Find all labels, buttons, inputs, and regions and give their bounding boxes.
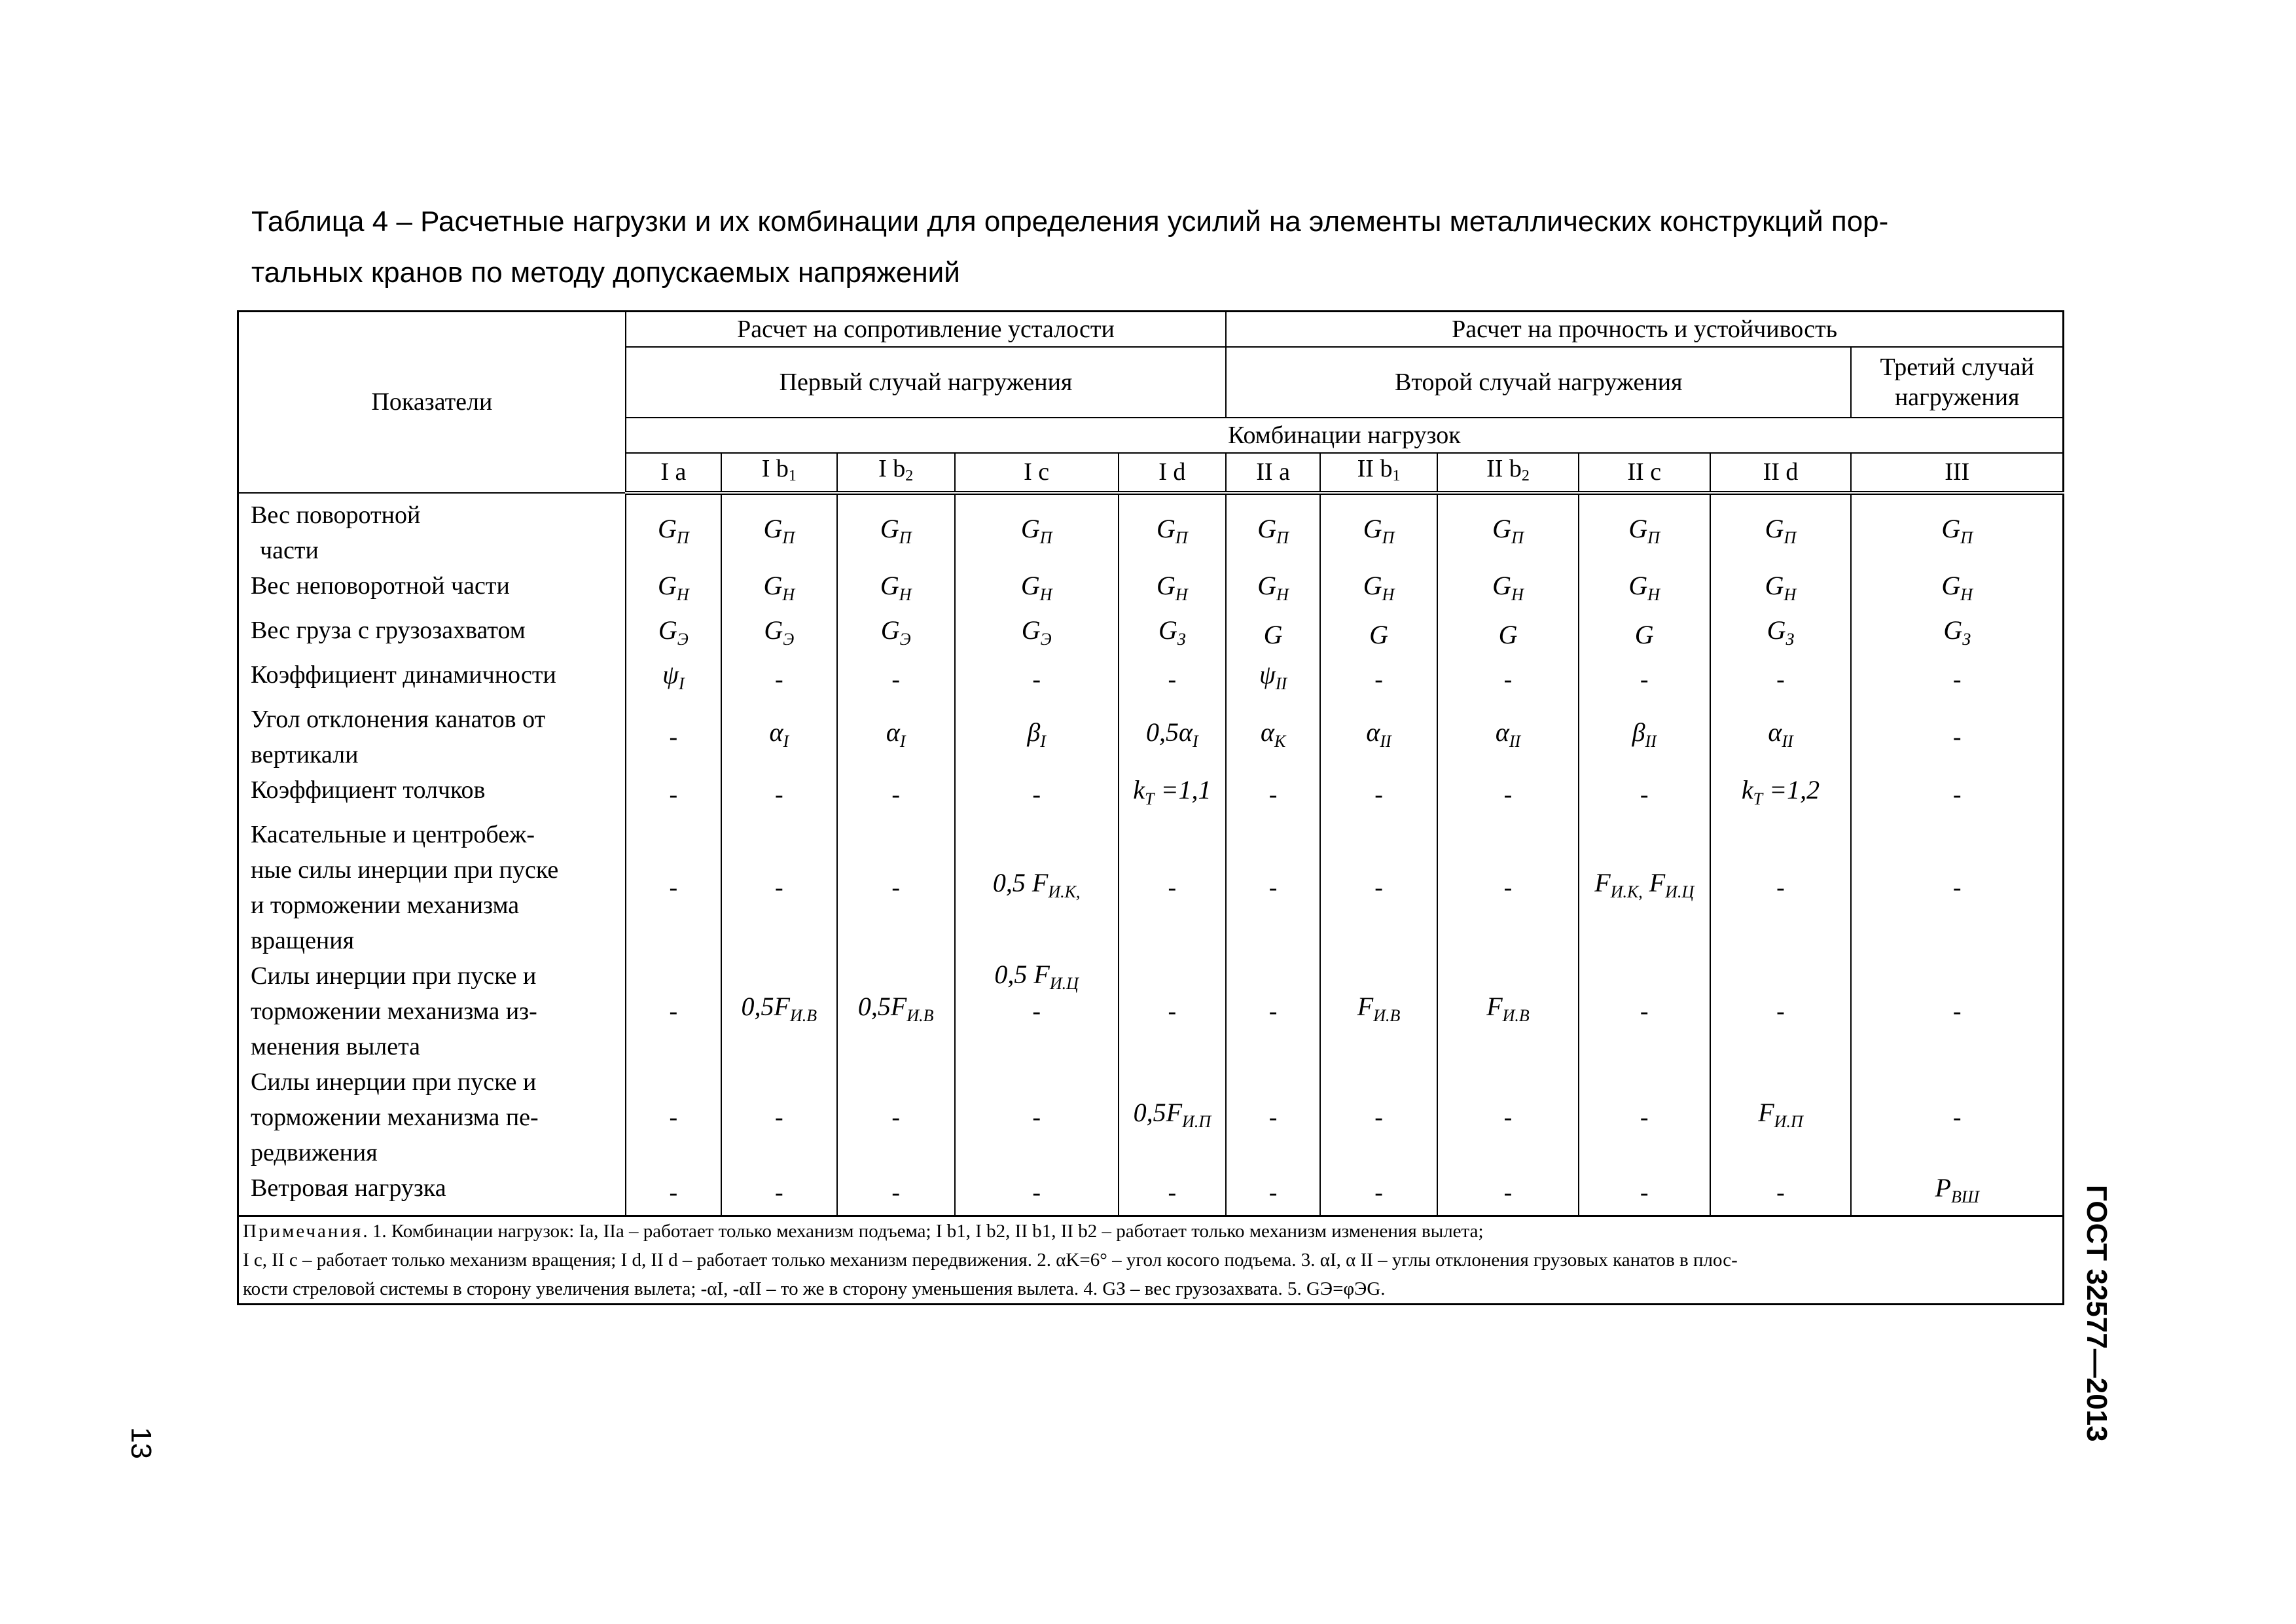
table-cell: -	[1579, 772, 1710, 817]
table-cell: -	[1851, 958, 2063, 1064]
table-cell: $G_Н$	[1226, 568, 1320, 613]
table-cell: -	[1851, 702, 2063, 772]
row-label: Коэффициент толчков	[238, 772, 626, 817]
table-cell: $G_З$	[1851, 613, 2063, 657]
notes-line-2: I c, II c – работает только механизм вращения; I d, II d – работает только механизм передвижения. 2. αK=6° – угол косого подъема. 3. αI, α II – углы отклонения грузовых канатов в плос-	[243, 1249, 1738, 1271]
table-cell: -	[1710, 958, 1852, 1064]
table-cell: -	[1119, 657, 1227, 702]
table-cell: $G_П$	[1119, 493, 1227, 568]
table-cell: -	[837, 1064, 955, 1170]
table-row	[238, 1170, 2064, 1216]
header-combinations: Комбинации нагрузок	[626, 418, 2064, 453]
table-row	[238, 657, 2064, 702]
table-cell: -	[1710, 657, 1852, 702]
table-cell: $G_П$	[837, 493, 955, 568]
header-case-2: Второй случай нагружения	[1226, 347, 1851, 418]
table-cell: $P_{ВШ}$	[1851, 1170, 2063, 1216]
table-cell: G	[1320, 613, 1437, 657]
row-label: Вес груза с грузозахватом	[238, 613, 626, 657]
notes-line-1: . 1. Комбинации нагрузок: Iа, IIа – работает только механизм подъема; I b1, I b2, II b1, II b2 – работает только механизм изменения вылета;	[363, 1220, 1484, 1242]
header-indicators: Показатели	[238, 312, 626, 493]
table-cell: -	[1119, 958, 1227, 1064]
table-cell: $G_Н$	[837, 568, 955, 613]
table-cell: $F_{И.В}$	[1320, 958, 1437, 1064]
table-cell: -	[626, 817, 721, 958]
header-case-3: Третий случай нагружения	[1851, 347, 2063, 418]
combo-header: II c	[1579, 453, 1710, 493]
table-notes	[238, 1216, 2064, 1304]
table-row	[238, 1064, 2064, 1170]
table-cell: $F_{И.П}$	[1710, 1064, 1852, 1170]
table-cell: -	[1320, 817, 1437, 958]
table-cell: -	[1226, 1170, 1320, 1216]
table-cell: -	[721, 1064, 837, 1170]
standard-number: ГОСТ 32577—2013	[2081, 1185, 2113, 1442]
table-cell: -	[721, 1170, 837, 1216]
table-cell: $G_П$	[1437, 493, 1579, 568]
table-cell: $G_Э$	[955, 613, 1119, 657]
table-cell: G	[1226, 613, 1320, 657]
table-cell: $G_Н$	[1851, 568, 2063, 613]
table-cell: 0,5 $F_{И.Ц}$ -	[955, 958, 1119, 1064]
table-cell: -	[837, 657, 955, 702]
table-cell: $\beta_{II}$	[1579, 702, 1710, 772]
combo-header: I d	[1119, 453, 1227, 493]
table-row	[238, 613, 2064, 657]
table-cell: $G_Н$	[1320, 568, 1437, 613]
table-cell: $G_Н$	[1119, 568, 1227, 613]
table-cell: -	[1579, 1170, 1710, 1216]
table-cell: -	[1119, 817, 1227, 958]
table-cell: -	[721, 657, 837, 702]
table-row	[238, 772, 2064, 817]
caption-line-2: тальных кранов по методу допускаемых напряжений	[251, 257, 960, 289]
table-cell: $\psi_I$	[626, 657, 721, 702]
table-cell: -	[1320, 657, 1437, 702]
table-cell: -	[1226, 958, 1320, 1064]
table-cell: -	[626, 702, 721, 772]
table-cell: -	[1437, 817, 1579, 958]
caption-line-1: Таблица 4 – Расчетные нагрузки и их комбинации для определения усилий на элементы металлических конструкций пор-	[251, 206, 1889, 238]
table-cell: -	[1579, 958, 1710, 1064]
combo-header: II a	[1226, 453, 1320, 493]
table-cell: $\alpha_I$	[837, 702, 955, 772]
table-cell: -	[721, 772, 837, 817]
table-cell: $G_Н$	[1710, 568, 1852, 613]
table-caption	[251, 196, 2058, 298]
table-cell: $F_{И.В}$	[1437, 958, 1579, 1064]
table-cell: $\alpha_I$	[721, 702, 837, 772]
table-cell: -	[955, 1064, 1119, 1170]
table-cell: $\alpha_{II}$	[1710, 702, 1852, 772]
table-cell: G	[1437, 613, 1579, 657]
row-label: Вес неповоротной части	[238, 568, 626, 613]
table-row	[238, 958, 2064, 1064]
table-cell: $G_Н$	[955, 568, 1119, 613]
table-cell: -	[955, 772, 1119, 817]
table-cell: -	[721, 817, 837, 958]
table-cell: $G_П$	[1710, 493, 1852, 568]
table-cell: -	[626, 1064, 721, 1170]
table-cell: -	[1226, 772, 1320, 817]
combo-header: II b2	[1437, 453, 1579, 493]
table-cell: $\beta_I$	[955, 702, 1119, 772]
table-cell: -	[1851, 1064, 2063, 1170]
table-cell: -	[1320, 1170, 1437, 1216]
table-cell: $0,5F_{И.В}$	[837, 958, 955, 1064]
row-label: Вес поворотной части	[238, 493, 626, 568]
table-cell: -	[1851, 772, 2063, 817]
table-cell: $0,5F_{И.П}$	[1119, 1064, 1227, 1170]
combo-header: II b1	[1320, 453, 1437, 493]
table-row	[238, 702, 2064, 772]
table-cell: $G_Э$	[721, 613, 837, 657]
table-cell: -	[1437, 657, 1579, 702]
table-cell: $k_T =1,2$	[1710, 772, 1852, 817]
table-cell: $G_П$	[955, 493, 1119, 568]
table-cell: $F_{И.К,}$ $F_{И.Ц}$	[1579, 817, 1710, 958]
row-label: Коэффициент динамичности	[238, 657, 626, 702]
table-cell: $0,5F_{И.В}$	[721, 958, 837, 1064]
header-strength: Расчет на прочность и устойчивость	[1226, 312, 2063, 347]
table-cell: -	[1226, 1064, 1320, 1170]
table-cell: $G_Э$	[626, 613, 721, 657]
table-cell: $G_З$	[1710, 613, 1852, 657]
combo-header: I a	[626, 453, 721, 493]
table-cell: $G_П$	[721, 493, 837, 568]
table-cell: $0,5\alpha_I$	[1119, 702, 1227, 772]
table-cell: -	[1226, 817, 1320, 958]
table-cell: $G_П$	[626, 493, 721, 568]
table-cell: -	[1320, 772, 1437, 817]
table-cell: -	[1437, 1170, 1579, 1216]
table-row	[238, 568, 2064, 613]
table-cell: -	[1579, 657, 1710, 702]
table-cell: 0,5 $F_{И.К,}$	[955, 817, 1119, 958]
table-cell: $G_Н$	[1437, 568, 1579, 613]
table-cell: -	[626, 1170, 721, 1216]
table-cell: $k_T =1,1$	[1119, 772, 1227, 817]
notes-line-3: кости стреловой системы в сторону увеличения вылета; -αI, -αII – то же в сторону уменьшения вылета. 4. GЗ – вес грузозахвата. 5. GЭ=φЭG.	[243, 1278, 1386, 1299]
combo-header: I c	[955, 453, 1119, 493]
table-cell: -	[1710, 1170, 1852, 1216]
table-cell: $G_П$	[1851, 493, 2063, 568]
table-cell: $G_П$	[1226, 493, 1320, 568]
table-cell: $G_Н$	[1579, 568, 1710, 613]
row-label: Силы инерции при пуске и торможении механизма пе- редвижения	[238, 1064, 626, 1170]
table-cell: -	[1710, 817, 1852, 958]
table-cell: $G_Н$	[721, 568, 837, 613]
table-cell: -	[1437, 772, 1579, 817]
combo-header: I b2	[837, 453, 955, 493]
table-cell: -	[1851, 657, 2063, 702]
table-cell: -	[955, 1170, 1119, 1216]
combo-header: II d	[1710, 453, 1852, 493]
table-cell: -	[1320, 1064, 1437, 1170]
table-cell: $\alpha_{II}$	[1437, 702, 1579, 772]
table-cell: $G_З$	[1119, 613, 1227, 657]
table-row	[238, 493, 2064, 568]
table-cell: $G_Н$	[626, 568, 721, 613]
table-cell: -	[626, 772, 721, 817]
table-cell: -	[837, 772, 955, 817]
table-cell: -	[1579, 1064, 1710, 1170]
row-label: Угол отклонения канатов от вертикали	[238, 702, 626, 772]
notes-label: Примечания	[243, 1220, 363, 1242]
table-cell: $G_П$	[1579, 493, 1710, 568]
table-cell: $\alpha_{II}$	[1320, 702, 1437, 772]
table-cell: $G_Э$	[837, 613, 955, 657]
row-label: Силы инерции при пуске и торможении механизма из- менения вылета	[238, 958, 626, 1064]
table-cell: -	[1437, 1064, 1579, 1170]
combo-header: I b1	[721, 453, 837, 493]
table-row	[238, 817, 2064, 958]
row-label: Касательные и центробеж- ные силы инерции при пуске и торможении механизма вращения	[238, 817, 626, 958]
table-cell: -	[626, 958, 721, 1064]
loads-table	[237, 310, 2064, 1305]
table-cell: $\alpha_K$	[1226, 702, 1320, 772]
header-case-1: Первый случай нагружения	[626, 347, 1226, 418]
page-number: 13	[125, 1427, 157, 1459]
table-cell: $G_П$	[1320, 493, 1437, 568]
table-cell: -	[1851, 817, 2063, 958]
table-cell: -	[1119, 1170, 1227, 1216]
table-cell: $\psi_{II}$	[1226, 657, 1320, 702]
table-cell: -	[955, 657, 1119, 702]
table-cell: -	[837, 1170, 955, 1216]
header-fatigue: Расчет на сопротивление усталости	[626, 312, 1226, 347]
combo-header: III	[1851, 453, 2063, 493]
row-label: Ветровая нагрузка	[238, 1170, 626, 1216]
table-cell: G	[1579, 613, 1710, 657]
table-cell: -	[837, 817, 955, 958]
